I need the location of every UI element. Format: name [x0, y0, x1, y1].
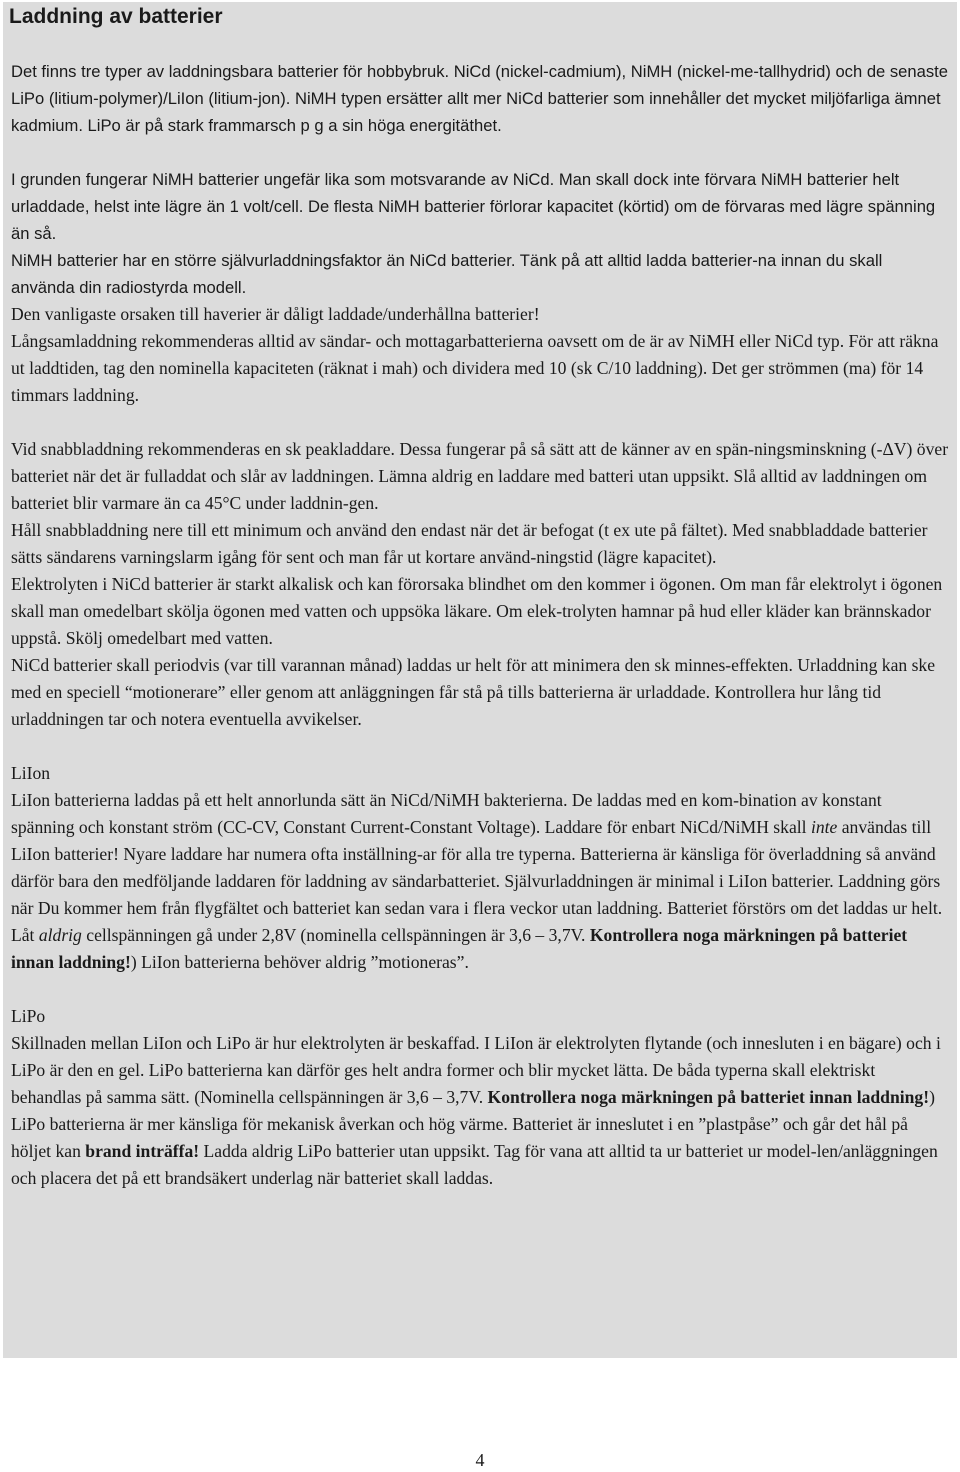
lipo-text-1: Skillnaden mellan LiIon och LiPo är hur elektrolyten är beskaffad. I LiIon är elektrolyten flytande (och innesluten i en bägare) och i LiPo är den en gel. LiPo batterierna kan därför ges helt andra former och blir mycket lätta. De båda typerna skall elektriskt behandlas på samma sätt. (Nominella cellspänningen är 3,6 – 3,7V. — [11, 1033, 941, 1107]
paragraph-liion — [11, 787, 949, 976]
paragraph-gap — [11, 409, 949, 436]
paragraph-memory-effect: NiCd batterier skall periodvis (var till varannan månad) laddas ur helt för att minimera den sk minnes-effekten. Urladdning kan ske med en speciell “motionerare” eller genom att anläggningen får stå på tills batterierna är urladdade. Kontrollera hur lång tid urladdningen tar och notera eventuella avvikelser. — [11, 655, 936, 729]
paragraph-gap — [11, 139, 949, 166]
paragraph-gap — [11, 976, 949, 1003]
liion-emphasis-inte: inte — [810, 817, 838, 837]
liion-text-2: användas till LiIon batterier! Nyare laddare har numera ofta inställning-ar för alla tre typerna. Batterierna är känsliga för överladdning så använd därför bara den medföljande laddaren för laddning av sändarbatteriet. Självurladdningen är minimal i LiIon batterier. Laddning görs när Du kommer hem från flygfältet och batteriet kan sedan vara i flera veckor utan laddning. Batteriet förstörs om det laddas ur helt. Låt — [11, 817, 943, 945]
paragraph-fast-charging: Vid snabbladdning rekommenderas en sk peakladdare. Dessa fungerar på så sätt att de känner av en spän-ningsminskning (-ΔV) över batteriet när det är fulladdat och slår av laddningen. Lämna aldrig en laddare med batteri utan uppsikt. Slå alltid av laddningen om batteriet blir varmare än ca 45°C under laddnin-gen. — [11, 439, 949, 513]
lipo-fire-warning: brand inträffa! — [85, 1141, 200, 1161]
paragraph-fast-charging-minimum: Håll snabbladdning nere till ett minimum och använd den endast när det är befogat (t ex ute på fältet). Med snabbladdade batterier sätts sändarens varningslarm igång för sent och man får ut kortare använd-ningstid (lägre kapacitet). — [11, 520, 928, 567]
paragraph-intro: Det finns tre typer av laddningsbara batterier för hobbybruk. NiCd (nickel-cadmium), NiMH (nickel-me-tallhydrid) och de senaste LiPo (litium-polymer)/LiIon (litium-jon). NiMH typen ersätter allt mer NiCd batterier som innehåller det mycket miljöfarliga ämnet kadmium. LiPo är på stark frammarsch p g a sin höga energitäthet. — [11, 62, 949, 135]
liion-warning: Kontrollera noga märkningen på batteriet innan laddning! — [11, 925, 908, 972]
document-body — [11, 58, 949, 1192]
liion-text-1: LiIon batterierna laddas på ett helt annorlunda sätt än NiCd/NiMH bakterierna. De laddas med en kom-bination av konstant spänning och konstant ström (CC-CV, Constant Current-Constant Voltage). Laddare för enbart NiCd/NiMH skall — [11, 790, 882, 837]
lipo-text-3: Ladda aldrig LiPo batterier utan uppsikt. Tag för vana att alltid ta ur batteriet ur model-len/anläggningen och placera det på ett brandsäkert underlag när batteriet skall laddas. — [11, 1141, 938, 1188]
content-panel — [3, 2, 957, 1358]
liion-text-4: ) LiIon batterierna behöver aldrig ”motioneras”. — [130, 952, 469, 972]
paragraph-gap — [11, 733, 949, 760]
paragraph-slow-charging: Långsamladdning rekommenderas alltid av sändar- och mottagarbatterierna oavsett om de är av NiMH eller NiCd typ. För att räkna ut laddtiden, tag den nominella kapaciteten (räknat i mah) och dividera med 10 (sk C/10 laddning). Det ger strömmen (ma) för 14 timmars laddning. — [11, 331, 939, 405]
page-number: 4 — [475, 1450, 485, 1470]
lipo-warning: Kontrollera noga märkningen på batteriet innan laddning! — [487, 1087, 930, 1107]
paragraph-nimh-storage: I grunden fungerar NiMH batterier ungefär lika som motsvarande av NiCd. Man skall dock inte förvara NiMH batterier helt urladdade, helst inte lägre än 1 volt/cell. De flesta NiMH batterier förlorar kapacitet (körtid) om de förvaras med lägre spänning än så. — [11, 170, 936, 243]
liion-text-3: cellspänningen gå under 2,8V (nominella cellspänningen är 3,6 – 3,7V. — [81, 925, 590, 945]
section-heading-liion: LiIon — [11, 763, 51, 783]
paragraph-electrolyte: Elektrolyten i NiCd batterier är starkt alkalisk och kan förorsaka blindhet om den kommer i ögonen. Om man får elektrolyt i ögonen skall man omedelbart skölja ögonen med vatten och uppsöka läkare. Om elek-trolyten hamnar på hud eller kläder kan brännskador uppstå. Skölj omedelbart med vatten. — [11, 574, 943, 648]
paragraph-lipo — [11, 1030, 949, 1192]
paragraph-common-cause: Den vanligaste orsaken till haverier är dåligt laddade/underhållna batterier! — [11, 304, 540, 324]
lipo-text-2: ) LiPo batterierna är mer känsliga för mekanisk åverkan och hög värme. Batteriet är inneslutet i en ”plastpåse” och går det hål på höljet kan — [11, 1087, 935, 1161]
section-heading-lipo: LiPo — [11, 1006, 46, 1026]
page-title: Laddning av batterier — [9, 5, 223, 28]
paragraph-nimh-self-discharge: NiMH batterier har en större självurladdningsfaktor än NiCd batterier. Tänk på att alltid ladda batterier-na innan du skall använda din radiostyrda modell. — [11, 251, 883, 297]
liion-emphasis-aldrig: aldrig — [38, 925, 82, 945]
